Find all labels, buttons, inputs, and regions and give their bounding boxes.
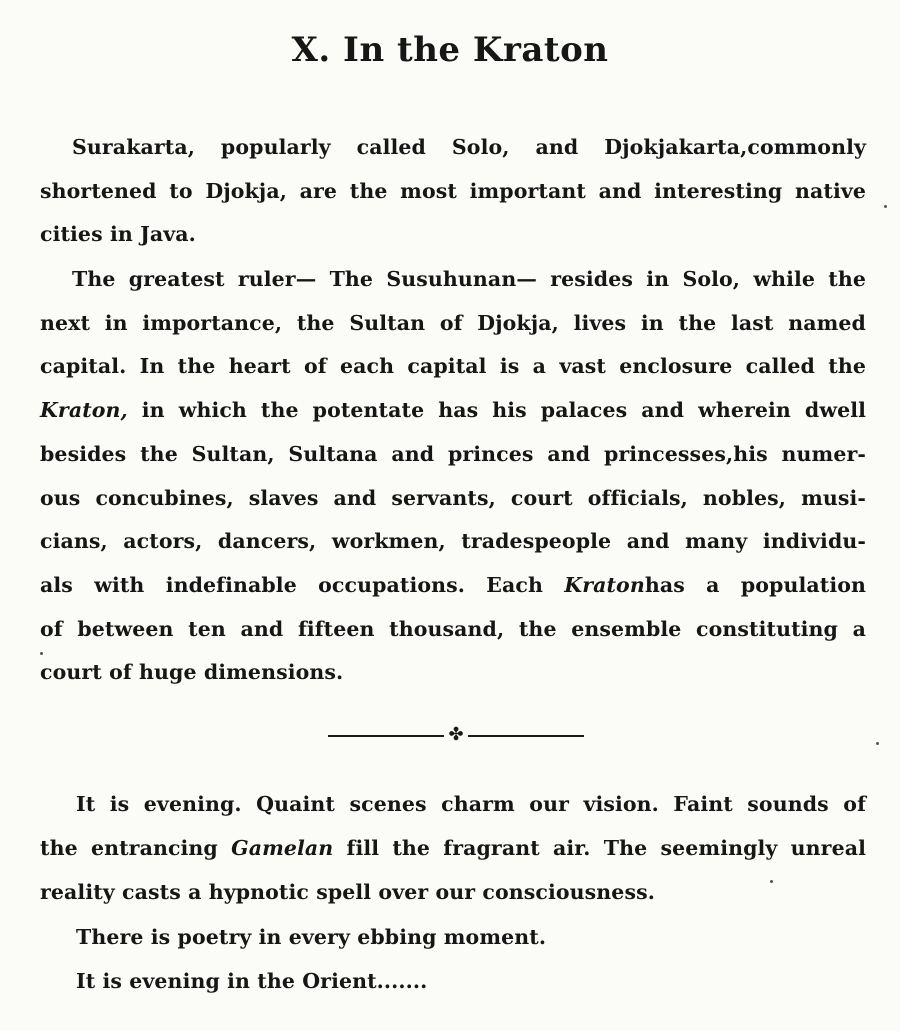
- paragraph-line: There is poetry in every ebbing moment.: [76, 925, 547, 949]
- print-speck: [770, 880, 773, 883]
- paragraph-line: Surakarta, popularly called Solo, and Djokjakarta,commonly: [72, 135, 866, 159]
- paragraph-line: [40, 564, 866, 608]
- gamelan-term: Gamelan: [231, 836, 334, 860]
- line-text: als with indefinable occupations. Each: [40, 572, 565, 597]
- paragraph-line: cians, actors, dancers, workmen, tradespeople and many individu-: [40, 529, 866, 554]
- paragraph-line: court of huge dimensions.: [40, 660, 344, 685]
- kraton-term: Kraton,: [40, 398, 128, 423]
- paragraph-line: ous concubines, slaves and servants, court officials, nobles, musi-: [40, 485, 866, 510]
- line-text: fill the fragrant air. The seemingly unreal: [333, 836, 866, 860]
- paragraph-poetry: [40, 916, 866, 960]
- paragraph-line: cities in Java.: [40, 222, 196, 247]
- section-divider: [328, 724, 584, 745]
- chapter-title: X. In the Kraton: [291, 30, 609, 70]
- kraton-term: Kraton: [564, 572, 645, 597]
- paragraph-line: It is evening. Quaint scenes charm our vision. Faint sounds of: [76, 792, 866, 816]
- paragraph-line: It is evening in the Orient.......: [76, 969, 428, 993]
- paragraph-line: next in importance, the Sultan of Djokja, lives in the last named: [40, 310, 866, 335]
- ornament-icon: ✤: [448, 724, 464, 745]
- print-speck: [876, 742, 879, 745]
- paragraph-line: [40, 389, 866, 433]
- paragraph-line: besides the Sultan, Sultana and princes and princesses,his numer-: [40, 441, 866, 466]
- paragraph-intro: [40, 126, 866, 257]
- line-text: in which the potentate has his palaces and wherein dwell: [127, 398, 866, 423]
- paragraph-line: capital. In the heart of each capital is a vast enclosure called the: [40, 354, 866, 379]
- print-speck: [40, 652, 43, 655]
- print-speck: [884, 205, 887, 208]
- paragraph-rulers: [40, 258, 866, 695]
- divider-rule-left: [328, 735, 444, 737]
- paragraph-evening: [40, 782, 866, 914]
- paragraph-line: shortened to Djokja, are the most important and interesting native: [40, 178, 866, 203]
- paragraph-orient: [40, 960, 866, 1004]
- paragraph-line: of between ten and fifteen thousand, the ensemble constituting a: [40, 616, 866, 641]
- line-text: the entrancing: [40, 836, 232, 860]
- divider-rule-right: [468, 735, 584, 737]
- paragraph-line: [40, 826, 866, 870]
- line-text: has a population: [644, 572, 866, 597]
- paragraph-line: The greatest ruler— The Susuhunan— resides in Solo, while the: [72, 267, 866, 291]
- paragraph-line: reality casts a hypnotic spell over our consciousness.: [40, 880, 655, 904]
